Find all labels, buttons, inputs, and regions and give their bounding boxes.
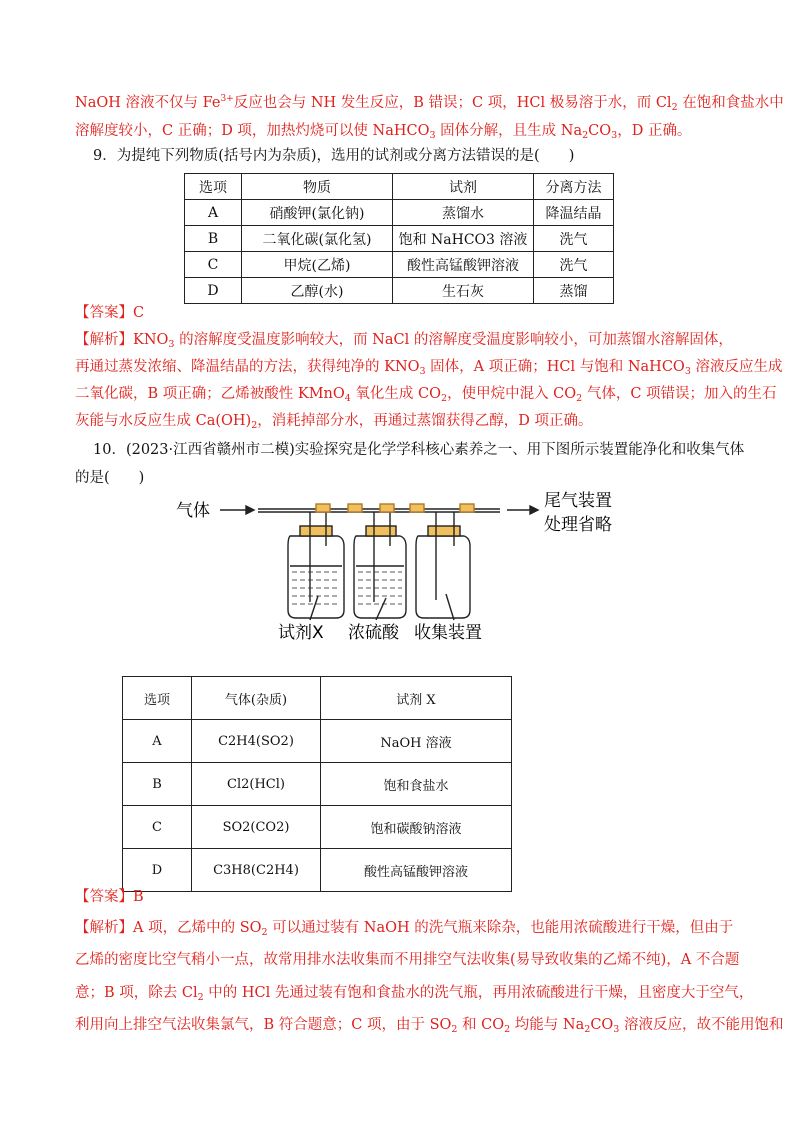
reagent-x-label: 试剂X bbox=[278, 623, 324, 643]
q10-table bbox=[122, 676, 512, 892]
table-cell: 蒸馏水 bbox=[393, 200, 534, 226]
table-cell: 洗气 bbox=[534, 252, 614, 278]
q10-question-line-2: 的是( ) bbox=[75, 470, 145, 486]
collection-label: 收集装置 bbox=[414, 623, 482, 643]
table-header-row bbox=[123, 677, 512, 720]
table-header-cell: 物质 bbox=[242, 174, 393, 200]
q10-answer: 【答案】B bbox=[75, 889, 144, 905]
table-cell: NaOH 溶液 bbox=[321, 720, 512, 763]
table-header-cell: 试剂 bbox=[393, 174, 534, 200]
table-header-cell: 分离方法 bbox=[534, 174, 614, 200]
bottle-conc-sulfuric-acid bbox=[354, 512, 406, 618]
table-header-row bbox=[185, 174, 614, 200]
table-cell: Cl2(HCl) bbox=[192, 763, 321, 806]
q9-analysis-line-2: 再通过蒸发浓缩、降温结晶的方法，获得纯净的 $KNO_3$ 固体，A 项正确；HCl 与饱和 NaHCO$_3$ 溶液反应生成 bbox=[75, 359, 783, 377]
q9-answer: 【答案】C bbox=[75, 305, 145, 321]
table-cell: C bbox=[185, 252, 242, 278]
table-row bbox=[185, 252, 614, 278]
q9-analysis-line-1: 【解析】$KNO_3$ 的溶解度受温度影响较大，而 NaCl 的溶解度受温度影响较小，可加蒸馏水溶解固体， bbox=[75, 332, 733, 350]
table-cell: 降温结晶 bbox=[534, 200, 614, 226]
q10-analysis-line-2: 乙烯的密度比空气稍小一点，故常用排水法收集而不用排空气法收集(易导致收集的乙烯不纯)，A 不合题 bbox=[75, 952, 740, 968]
table-cell: 酸性高锰酸钾溶液 bbox=[321, 849, 512, 892]
table-cell: A bbox=[185, 200, 242, 226]
q10-question-line-1: 10．(2023·江西省赣州市二模)实验探究是化学学科核心素养之一、用下图所示装置能净化和收集气体 bbox=[93, 442, 745, 458]
acid-label: 浓硫酸 bbox=[348, 623, 399, 643]
table-row bbox=[123, 720, 512, 763]
q10-analysis-line-4: 利用向上排空气法收集氯气，B 符合题意；C 项，由于 $SO_2$ 和 $CO_2$ 均能与 $Na_2CO_3$ 溶液反应，故不能用饱和 bbox=[75, 1017, 784, 1035]
table-cell: 二氧化碳(氯化氢) bbox=[242, 226, 393, 252]
table-cell: C bbox=[123, 806, 192, 849]
tail-label-2: 处理省略 bbox=[544, 515, 612, 535]
table-cell: A bbox=[123, 720, 192, 763]
table-cell: 蒸馏 bbox=[534, 278, 614, 304]
tail-label-1: 尾气装置 bbox=[544, 491, 612, 511]
table-cell: 酸性高锰酸钾溶液 bbox=[393, 252, 534, 278]
table-header-cell: 选项 bbox=[185, 174, 242, 200]
table-cell: 饱和 NaHCO3 溶液 bbox=[393, 226, 534, 252]
table-cell: D bbox=[185, 278, 242, 304]
intro-line-2: 溶解度较小，C 正确；D 项，加热灼烧可以使 NaHCO$_3$ 固体分解，且生成 $Na_2CO_3$，D 正确。 bbox=[75, 123, 692, 141]
q10-analysis-line-3: 意；B 项，除去 $Cl_2$ 中的 HCl 先通过装有饱和食盐水的洗气瓶，再用浓硫酸进行干燥，且密度大于空气， bbox=[75, 985, 754, 1003]
table-cell: D bbox=[123, 849, 192, 892]
table-cell: 饱和碳酸钠溶液 bbox=[321, 806, 512, 849]
table-header-cell: 选项 bbox=[123, 677, 192, 720]
table-row bbox=[123, 763, 512, 806]
table-cell: 甲烷(乙烯) bbox=[242, 252, 393, 278]
bottle-collection bbox=[416, 512, 470, 618]
q9-table bbox=[184, 173, 614, 304]
table-cell: 硝酸钾(氯化钠) bbox=[242, 200, 393, 226]
gas-in-label: 气体 bbox=[176, 501, 210, 521]
table-row bbox=[185, 226, 614, 252]
table-cell: B bbox=[185, 226, 242, 252]
q9-analysis-line-3: 二氧化碳，B 项正确；乙烯被酸性 KMnO$_4$ 氧化生成 $CO_2$，使甲烷中混入 $CO_2$ 气体，C 项错误；加入的生石 bbox=[75, 386, 777, 404]
table-row bbox=[123, 806, 512, 849]
gas-wash-apparatus-figure bbox=[170, 490, 640, 650]
q9-question: 9．为提纯下列物质(括号内为杂质)，选用的试剂或分离方法错误的是( ) bbox=[93, 148, 575, 164]
q10-analysis-line-1: 【解析】A 项，乙烯中的 $SO_2$ 可以通过装有 NaOH 的洗气瓶来除杂，也能用浓硫酸进行干燥，但由于 bbox=[75, 920, 734, 938]
table-cell: 乙醇(水) bbox=[242, 278, 393, 304]
table-row bbox=[185, 278, 614, 304]
table-cell: SO2(CO2) bbox=[192, 806, 321, 849]
table-row bbox=[185, 200, 614, 226]
table-header-cell: 试剂 X bbox=[321, 677, 512, 720]
table-cell: 洗气 bbox=[534, 226, 614, 252]
table-row bbox=[123, 849, 512, 892]
table-cell: C3H8(C2H4) bbox=[192, 849, 321, 892]
table-cell: C2H4(SO2) bbox=[192, 720, 321, 763]
table-cell: 饱和食盐水 bbox=[321, 763, 512, 806]
table-cell: B bbox=[123, 763, 192, 806]
q9-analysis-line-4: 灰能与水反应生成 $Ca(OH)_2$，消耗掉部分水，再通过蒸馏获得乙醇，D 项正确。 bbox=[75, 413, 593, 431]
table-cell: 生石灰 bbox=[393, 278, 534, 304]
intro-line-1: NaOH 溶液不仅与 $Fe^{3+}$反应也会与 NH 发生反应，B 错误；C 项，HCl 极易溶于水，而 $Cl_2$ 在饱和食盐水中 bbox=[75, 94, 784, 113]
table-header-cell: 气体(杂质) bbox=[192, 677, 321, 720]
